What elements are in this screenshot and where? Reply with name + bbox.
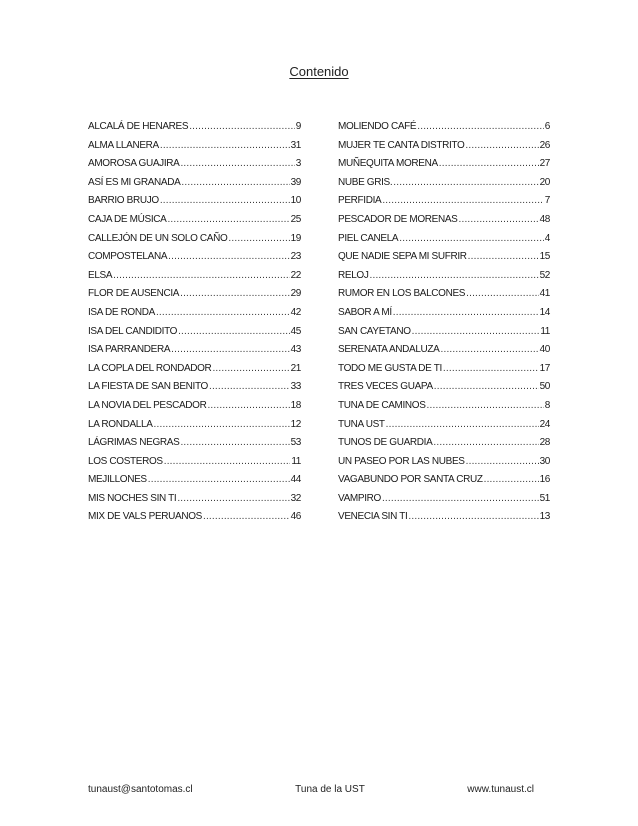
toc-entry[interactable] bbox=[338, 251, 550, 270]
toc-dot-leader bbox=[160, 195, 290, 206]
toc-entry-page-number: 12 bbox=[290, 418, 301, 430]
toc-dot-leader bbox=[382, 493, 539, 504]
toc-entry[interactable] bbox=[88, 270, 301, 289]
toc-dot-leader bbox=[369, 270, 538, 281]
toc-dot-leader bbox=[203, 511, 290, 522]
toc-entry-page-number: 53 bbox=[290, 437, 301, 449]
toc-entry[interactable] bbox=[338, 474, 550, 493]
toc-entry-title: COMPOSTELANA bbox=[88, 251, 168, 263]
toc-entry-title: MEJILLONES bbox=[88, 474, 147, 486]
toc-entry-title: TUNA UST bbox=[338, 418, 385, 430]
toc-entry-page-number: 27 bbox=[539, 158, 550, 170]
toc-entry[interactable] bbox=[88, 251, 301, 270]
toc-entry-page-number: 9 bbox=[295, 121, 301, 132]
toc-entry-page-number: 17 bbox=[539, 362, 550, 374]
toc-entry[interactable] bbox=[88, 400, 301, 419]
toc-entry[interactable] bbox=[88, 177, 301, 196]
toc-dot-leader bbox=[156, 307, 290, 318]
toc-entry-page-number: 42 bbox=[290, 306, 301, 318]
toc-entry[interactable] bbox=[88, 363, 301, 382]
toc-entry-page-number: 3 bbox=[295, 158, 301, 170]
toc-entry[interactable] bbox=[88, 381, 301, 400]
toc-dot-leader bbox=[228, 233, 289, 244]
toc-entry-title: SAN CAYETANO bbox=[338, 325, 411, 337]
toc-entry-page-number: 39 bbox=[290, 176, 301, 188]
toc-entry-page-number: 20 bbox=[539, 176, 550, 188]
toc-entry[interactable] bbox=[88, 121, 301, 140]
toc-entry-title: LA COPLA DEL RONDADOR bbox=[88, 362, 212, 374]
toc-entry-title: TUNA DE CAMINOS bbox=[338, 399, 426, 411]
toc-entry-page-number: 26 bbox=[539, 139, 550, 151]
toc-dot-leader bbox=[113, 270, 289, 281]
toc-entry-title: SERENATA ANDALUZA bbox=[338, 344, 440, 356]
toc-dot-leader bbox=[434, 381, 539, 392]
footer-center-text: Tuna de la UST bbox=[295, 784, 365, 795]
toc-entry-page-number: 15 bbox=[539, 251, 550, 263]
toc-entry-title: LOS COSTEROS bbox=[88, 455, 163, 467]
toc-entry-page-number: 33 bbox=[290, 381, 301, 393]
toc-entry-page-number: 14 bbox=[539, 306, 550, 318]
toc-entry-page-number: 18 bbox=[290, 399, 301, 411]
toc-dot-leader bbox=[458, 214, 538, 225]
toc-entry[interactable] bbox=[338, 121, 550, 140]
toc-entry-page-number: 31 bbox=[290, 139, 301, 151]
toc-entry[interactable] bbox=[338, 493, 550, 512]
toc-entry-page-number: 46 bbox=[290, 511, 301, 523]
toc-entry-title: MUÑEQUITA MORENA bbox=[338, 158, 438, 170]
toc-entry-title: ISA DEL CANDIDITO bbox=[88, 325, 178, 337]
toc-entry-page-number: 50 bbox=[539, 381, 550, 393]
toc-entry[interactable] bbox=[338, 437, 550, 456]
toc-entry-page-number: 25 bbox=[290, 213, 301, 225]
toc-dot-leader bbox=[393, 307, 539, 318]
toc-entry[interactable] bbox=[338, 363, 550, 382]
toc-entry-page-number: 24 bbox=[539, 418, 550, 430]
toc-entry-page-number: 7 bbox=[544, 195, 550, 207]
toc-entry-page-number: 10 bbox=[290, 195, 301, 207]
toc-entry[interactable] bbox=[338, 214, 550, 233]
toc-entry-title: VAMPIRO bbox=[338, 492, 381, 504]
toc-dot-leader bbox=[427, 400, 544, 411]
toc-entry[interactable] bbox=[338, 456, 550, 475]
toc-entry[interactable] bbox=[338, 195, 550, 214]
toc-dot-leader bbox=[178, 326, 289, 337]
toc-entry[interactable] bbox=[338, 140, 550, 159]
toc-entry[interactable] bbox=[338, 177, 550, 196]
toc-entry[interactable] bbox=[88, 326, 301, 345]
toc-dot-leader bbox=[393, 177, 538, 188]
toc-dot-leader bbox=[468, 251, 539, 262]
toc-dot-leader bbox=[180, 288, 289, 299]
toc-entry-title: PERFIDIA bbox=[338, 195, 382, 207]
toc-entry-page-number: 52 bbox=[539, 269, 550, 281]
toc-dot-leader bbox=[399, 233, 544, 244]
toc-entry[interactable] bbox=[88, 511, 301, 530]
toc-dot-leader bbox=[441, 344, 539, 355]
toc-dot-leader bbox=[484, 474, 539, 485]
toc-entry[interactable] bbox=[88, 437, 301, 456]
toc-entry-page-number: 44 bbox=[290, 474, 301, 486]
toc-entry[interactable] bbox=[338, 400, 550, 419]
toc-entry-title: MOLIENDO CAFÉ bbox=[338, 121, 417, 132]
toc-entry[interactable] bbox=[88, 288, 301, 307]
toc-dot-leader bbox=[212, 363, 289, 374]
toc-entry-title: LA RONDALLA bbox=[88, 418, 153, 430]
toc-entry[interactable] bbox=[88, 140, 301, 159]
toc-entry[interactable] bbox=[338, 233, 550, 252]
toc-entry-page-number: 6 bbox=[544, 121, 550, 132]
toc-entry-title: TODO ME GUSTA DE TI bbox=[338, 362, 442, 374]
toc-dot-leader bbox=[465, 140, 538, 151]
toc-entry[interactable] bbox=[88, 307, 301, 326]
toc-entry-title: SABOR A MÍ bbox=[338, 306, 392, 318]
toc-entry[interactable] bbox=[88, 419, 301, 438]
toc-entry-title: TRES VECES GUAPA bbox=[338, 381, 433, 393]
toc-dot-leader bbox=[180, 437, 289, 448]
toc-entry-title: QUE NADIE SEPA MI SUFRIR bbox=[338, 251, 467, 263]
toc-entry-page-number: 51 bbox=[539, 492, 550, 504]
toc-dot-leader bbox=[207, 400, 289, 411]
page-footer bbox=[88, 784, 534, 795]
toc-entry-title: AMOROSA GUAJIRA bbox=[88, 158, 180, 170]
toc-dot-leader bbox=[466, 456, 539, 467]
toc-dot-leader bbox=[408, 511, 538, 522]
toc-entry-page-number: 43 bbox=[290, 344, 301, 356]
toc-dot-leader bbox=[164, 456, 291, 467]
toc-entry-title: BARRIO BRUJO bbox=[88, 195, 159, 207]
toc-entry-title: ISA DE RONDA bbox=[88, 306, 155, 318]
toc-entry-page-number: 22 bbox=[290, 269, 301, 281]
toc-entry[interactable] bbox=[88, 474, 301, 493]
toc-entry-title: MIX DE VALS PERUANOS bbox=[88, 511, 202, 523]
toc-entry-page-number: 13 bbox=[539, 511, 550, 523]
toc-entry-title: ALMA LLANERA bbox=[88, 139, 159, 151]
toc-dot-leader bbox=[433, 437, 538, 448]
toc-dot-leader bbox=[382, 195, 543, 206]
toc-entry-title: LÁGRIMAS NEGRAS bbox=[88, 437, 180, 449]
toc-entry[interactable] bbox=[338, 288, 550, 307]
toc-entry-title: RELOJ bbox=[338, 269, 369, 281]
toc-entry[interactable] bbox=[338, 381, 550, 400]
toc-entry-page-number: 4 bbox=[544, 232, 550, 244]
toc-entry-title: ELSA bbox=[88, 269, 113, 281]
toc-entry-title: LA NOVIA DEL PESCADOR bbox=[88, 399, 207, 411]
toc-entry-title: PIEL CANELA bbox=[338, 232, 399, 244]
toc-dot-leader bbox=[177, 493, 289, 504]
toc-entry-page-number: 29 bbox=[290, 288, 301, 300]
toc-entry[interactable] bbox=[338, 326, 550, 345]
toc-entry-page-number: 16 bbox=[539, 474, 550, 486]
toc-entry[interactable] bbox=[338, 307, 550, 326]
toc-entry-title: NUBE GRIS. bbox=[338, 176, 393, 188]
toc-entry-title: MUJER TE CANTA DISTRITO bbox=[338, 139, 465, 151]
toc-dot-leader bbox=[386, 419, 539, 430]
toc-entry[interactable] bbox=[88, 344, 301, 363]
toc-entry-title: VAGABUNDO POR SANTA CRUZ bbox=[338, 474, 483, 486]
toc-dot-leader bbox=[412, 326, 540, 337]
toc-entry-page-number: 30 bbox=[539, 455, 550, 467]
toc-dot-leader bbox=[417, 121, 544, 132]
toc-entry-page-number: 41 bbox=[539, 288, 550, 300]
toc-entry[interactable] bbox=[88, 233, 301, 252]
toc-entry-page-number: 32 bbox=[290, 492, 301, 504]
toc-entry-title: ASÍ ES MI GRANADA bbox=[88, 176, 181, 188]
toc-dot-leader bbox=[171, 344, 289, 355]
toc-entry-title: FLOR DE AUSENCIA bbox=[88, 288, 180, 300]
toc-dot-leader bbox=[466, 288, 538, 299]
toc-entry[interactable] bbox=[88, 158, 301, 177]
toc-dot-leader bbox=[154, 419, 290, 430]
toc-dot-leader bbox=[160, 140, 290, 151]
toc-left-column bbox=[88, 121, 301, 530]
toc-entry[interactable] bbox=[338, 158, 550, 177]
toc-entry-page-number: 11 bbox=[291, 455, 301, 467]
toc-entry-title: UN PASEO POR LAS NUBES bbox=[338, 455, 465, 467]
toc-entry[interactable] bbox=[338, 270, 550, 289]
toc-entry[interactable] bbox=[338, 419, 550, 438]
toc-dot-leader bbox=[189, 121, 295, 132]
toc-entry-page-number: 21 bbox=[290, 362, 301, 374]
toc-entry-page-number: 45 bbox=[290, 325, 301, 337]
toc-entry-title: CAJA DE MÚSICA bbox=[88, 213, 167, 225]
toc-entry[interactable] bbox=[88, 195, 301, 214]
toc-entry[interactable] bbox=[88, 456, 301, 475]
toc-title: Contenido bbox=[289, 64, 349, 79]
toc-entry-title: ISA PARRANDERA bbox=[88, 344, 171, 356]
toc-entry-title: PESCADOR DE MORENAS bbox=[338, 213, 458, 225]
toc-dot-leader bbox=[181, 177, 289, 188]
toc-entry[interactable] bbox=[338, 511, 550, 530]
toc-dot-leader bbox=[439, 158, 539, 169]
toc-entry-page-number: 28 bbox=[539, 437, 550, 449]
toc-entry-page-number: 48 bbox=[539, 213, 550, 225]
toc-entry-page-number: 40 bbox=[539, 344, 550, 356]
footer-website: www.tunaust.cl bbox=[467, 784, 534, 795]
toc-entry-page-number: 11 bbox=[540, 325, 550, 337]
toc-entry-page-number: 23 bbox=[290, 251, 301, 263]
toc-entry-title: CALLEJÓN DE UN SOLO CAÑO bbox=[88, 232, 228, 244]
toc-entry[interactable] bbox=[338, 344, 550, 363]
toc-right-column bbox=[338, 121, 550, 530]
toc-entry-title: ALCALÁ DE HENARES bbox=[88, 121, 189, 132]
toc-entry-page-number: 19 bbox=[290, 232, 301, 244]
toc-entry-title: VENECIA SIN TI bbox=[338, 511, 408, 523]
toc-dot-leader bbox=[168, 251, 289, 262]
toc-entry-title: MIS NOCHES SIN TI bbox=[88, 492, 177, 504]
toc-dot-leader bbox=[167, 214, 289, 225]
footer-email: tunaust@santotomas.cl bbox=[88, 784, 193, 795]
toc-entry[interactable] bbox=[88, 493, 301, 512]
toc-dot-leader bbox=[148, 474, 290, 485]
toc-entry[interactable] bbox=[88, 214, 301, 233]
toc-dot-leader bbox=[180, 158, 294, 169]
toc-entry-page-number: 8 bbox=[544, 399, 550, 411]
toc-dot-leader bbox=[443, 363, 539, 374]
toc-entry-title: RUMOR EN LOS BALCONES bbox=[338, 288, 466, 300]
toc-entry-title: TUNOS DE GUARDIA bbox=[338, 437, 433, 449]
toc-entry-title: LA FIESTA DE SAN BENITO bbox=[88, 381, 208, 393]
toc-dot-leader bbox=[209, 381, 290, 392]
